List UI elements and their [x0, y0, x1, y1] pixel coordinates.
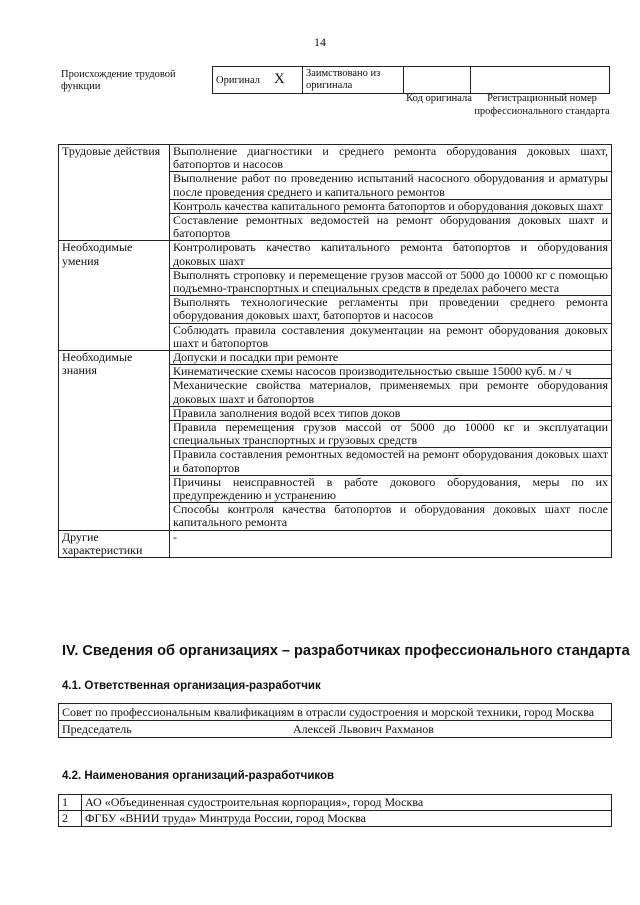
original-mark: X	[274, 71, 285, 87]
item-cell: Составление ремонтных ведомостей на ремонт оборудования доковых шахт и батопортов	[170, 214, 612, 241]
item-cell: Допуски и посадки при ремонте	[170, 351, 612, 365]
table-row	[59, 530, 612, 557]
item-cell: Выполнять строповку и перемещение грузов массой от 5000 до 10000 кг с помощью подъемно-транспортных и специальных средств в пределах рабочего места	[170, 268, 612, 295]
origin-table	[212, 66, 610, 94]
reg-number-cell	[471, 67, 610, 94]
table-row	[59, 145, 612, 172]
code-cell	[404, 67, 471, 94]
original-cell	[213, 67, 303, 94]
category-cell: Трудовые действия	[59, 145, 170, 241]
item-cell: Кинематические схемы насосов производительностью свыше 15000 куб. м / ч	[170, 365, 612, 379]
item-cell: Выполнение диагностики и среднего ремонта оборудования доковых шахт, батопортов и насосов	[170, 145, 612, 172]
item-cell: Причины неисправностей в работе докового оборудования, меры по их предупреждению и устранению	[170, 475, 612, 502]
org-name: Совет по профессиональным квалификациям в отрасли судостроения и морской техники, город Москва	[59, 704, 612, 721]
category-cell: Необходимые умения	[59, 241, 170, 351]
section-title: IV. Сведения об организациях – разработчиках профессионального стандарта	[62, 643, 630, 659]
subsection-title-developers: 4.2. Наименования организаций-разработчиков	[62, 770, 335, 782]
item-cell: Правила составления ремонтных ведомостей на ремонт оборудования доковых шахт и батопортов	[170, 448, 612, 475]
origin-label: Происхождение трудовой функции	[61, 69, 176, 92]
category-cell: Необходимые знания	[59, 351, 170, 531]
developer-number: 1	[59, 795, 82, 811]
developer-name: ФГБУ «ВНИИ труда» Минтруда России, город Москва	[82, 811, 612, 827]
item-cell: Контроль качества капитального ремонта батопортов и оборудования доковых шахт	[170, 199, 612, 213]
item-cell: Выполнение работ по проведению испытаний насосного оборудования и арматуры после проведения среднего и капитального ремонтов	[170, 172, 612, 199]
reg-caption: Регистрационный номер профессионального стандарта	[474, 93, 610, 117]
table-row	[59, 241, 612, 268]
chair-role: Председатель	[59, 721, 246, 738]
page-number: 14	[314, 35, 326, 49]
competency-table	[58, 144, 612, 558]
item-cell: Выполнять технологические регламенты при проведении среднего ремонта оборудования доковых шахт, батопортов и насосов	[170, 296, 612, 323]
developer-number: 2	[59, 811, 82, 827]
responsible-org-table	[58, 703, 612, 738]
item-cell: Контролировать качество капитального ремонта батопортов и оборудования доковых шахт	[170, 241, 612, 268]
item-cell: Механические свойства материалов, применяемых при ремонте оборудования доковых шахт и батопортов	[170, 379, 612, 406]
table-row	[59, 795, 612, 811]
table-row	[59, 811, 612, 827]
item-cell: -	[170, 530, 612, 557]
item-cell: Правила перемещения грузов массой от 5000 до 10000 кг и эксплуатации специальных транспортных и грузовых средств	[170, 421, 612, 448]
original-label: Оригинал	[216, 75, 260, 86]
developers-table	[58, 794, 612, 827]
borrowed-label: Заимствовано из оригинала	[303, 67, 404, 94]
subsection-title-responsible: 4.1. Ответственная организация-разработчик	[62, 680, 321, 692]
code-caption: Код оригинала	[406, 93, 472, 104]
item-cell: Правила заполнения водой всех типов доков	[170, 406, 612, 420]
table-row	[59, 351, 612, 365]
item-cell: Способы контроля качества батопортов и оборудования доковых шахт после капитального ремонта	[170, 503, 612, 530]
developer-name: АО «Объединенная судостроительная корпорация», город Москва	[82, 795, 612, 811]
item-cell: Соблюдать правила составления документации на ремонт оборудования доковых шахт и батопортов	[170, 323, 612, 350]
chair-name: Алексей Львович Рахманов	[245, 721, 612, 738]
category-cell: Другие характеристики	[59, 530, 170, 557]
